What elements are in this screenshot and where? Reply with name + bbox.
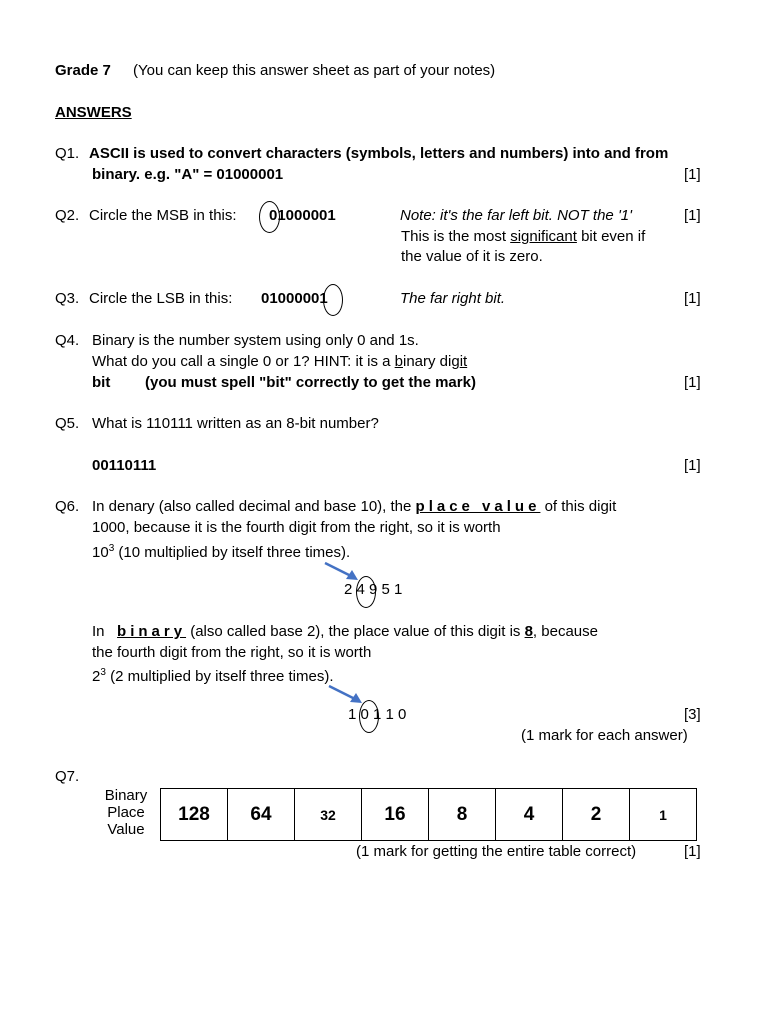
q5-mark: [1] [684, 457, 701, 474]
q6-mark-note: (1 mark for each answer) [521, 727, 688, 744]
place-value-cell: 128 [161, 789, 228, 841]
q6-mark: [3] [684, 706, 701, 723]
q4-number: Q4. [55, 332, 80, 349]
q6-number: Q6. [55, 498, 80, 515]
q3-number: Q3. [55, 290, 80, 307]
q3-mark: [1] [684, 290, 701, 307]
place-value-cell: 4 [496, 789, 563, 841]
q6-binary-line1: In binary (also called base 2), the place value of this digit is 8, because [92, 623, 598, 640]
q6-binary-line3: $2^3$ (2 multiplied by itself three times). [92, 667, 334, 685]
q1-line2: binary. e.g. "A" = 01000001 [92, 166, 284, 183]
grade-label: Grade 7 [55, 62, 111, 79]
place-value-cell: 32 [295, 789, 362, 841]
q7-mark-note: (1 mark for getting the entire table correct) [356, 843, 637, 860]
q2-note-line2: This is the most significant bit even if [401, 228, 646, 245]
q4-answer-note: (you must spell "bit" correctly to get the mark) [145, 374, 476, 391]
place-value-cell: 1 [630, 789, 697, 841]
place-value-table [160, 788, 697, 841]
q7-mark: [1] [684, 843, 701, 860]
q2-prompt: Circle the MSB in this: [89, 207, 237, 224]
denary-digit-circle [356, 576, 376, 608]
place-value-cell: 16 [362, 789, 429, 841]
q5-answer: 00110111 [92, 457, 157, 474]
q2-mark: [1] [684, 207, 701, 224]
q2-note-line3: the value of it is zero. [401, 248, 543, 265]
q1-number: Q1. [55, 145, 80, 162]
q3-prompt: Circle the LSB in this: [89, 290, 233, 307]
q3-note: The far right bit. [400, 290, 506, 307]
q5-prompt: What is 110111 written as an 8-bit number? [92, 415, 379, 432]
header-note: (You can keep this answer sheet as part of your notes) [133, 62, 496, 79]
q7-number: Q7. [55, 768, 80, 785]
q6-denary-line2: 1000, because it is the fourth digit from the right, so it is worth [92, 519, 501, 536]
q6-denary-line3: $10^3$ (10 multiplied by itself three times). [92, 543, 351, 561]
q5-number: Q5. [55, 415, 80, 432]
place-value-term: place value [415, 498, 541, 515]
q1-line1: ASCII is used to convert characters (symbols, letters and numbers) into and from [89, 145, 669, 162]
q1-mark: [1] [684, 166, 701, 183]
binary-place-value-answer: 8 [524, 623, 533, 640]
place-value-cell: 2 [563, 789, 630, 841]
q4-line2: What do you call a single 0 or 1? HINT: it is a binary digit [92, 353, 468, 370]
lsb-circle [323, 284, 343, 316]
q3-value: 01000001 [261, 290, 328, 307]
q6-binary-line2: the fourth digit from the right, so it is worth [92, 644, 372, 661]
binary-number: 1 0 1 1 0 [348, 706, 407, 723]
denary-number: 2 4 9 5 1 [344, 581, 403, 598]
answers-heading: ANSWERS [55, 104, 132, 121]
msb-circle [259, 201, 280, 233]
q4-line1: Binary is the number system using only 0 and 1s. [92, 332, 419, 349]
place-value-cell: 64 [228, 789, 295, 841]
place-value-cell: 8 [429, 789, 496, 841]
q7-row-label: Binary Place Value [104, 787, 148, 838]
q2-note-line1: Note: it's the far left bit. NOT the '1' [400, 207, 633, 224]
binary-arrow [326, 683, 366, 707]
q2-value: 01000001 [269, 207, 336, 224]
q2-number: Q2. [55, 207, 80, 224]
binary-digit-circle [359, 700, 379, 733]
q6-denary-line1: In denary (also called decimal and base 10), the place value of this digit [92, 498, 617, 515]
binary-term: binary [117, 623, 187, 640]
q4-answer: bit [92, 374, 111, 391]
q4-mark: [1] [684, 374, 701, 391]
